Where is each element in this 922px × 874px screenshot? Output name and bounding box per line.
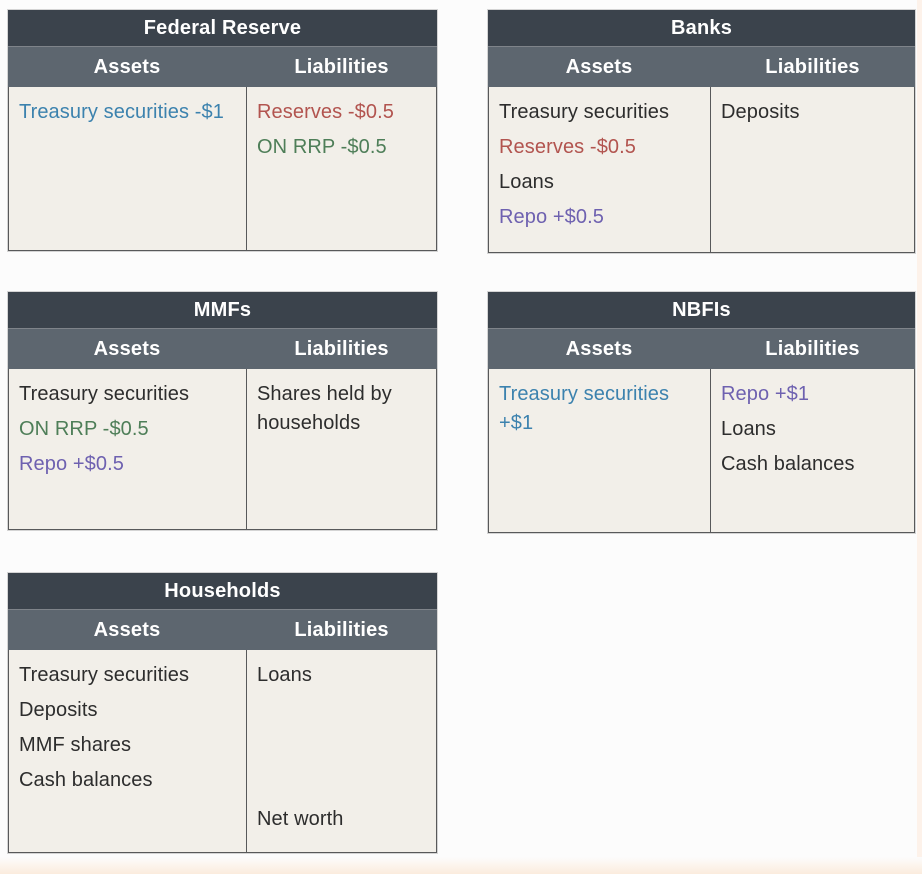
- table-title: MMFs: [8, 292, 437, 329]
- table-body: [488, 87, 915, 253]
- assets-cell: [9, 650, 246, 852]
- balance-entry: Treasury securities -$1: [19, 101, 224, 123]
- liabilities-column-header: Liabilities: [765, 55, 860, 78]
- assets-column-header: Assets: [565, 337, 633, 360]
- balance-entry: ON RRP -$0.5: [19, 418, 149, 440]
- table-body: [8, 87, 437, 251]
- table-households: [8, 573, 437, 853]
- assets-column-header: Assets: [93, 55, 161, 78]
- table-body: [488, 369, 915, 533]
- table-title: Banks: [488, 10, 915, 47]
- assets-column-header: Assets: [93, 337, 161, 360]
- balance-entry: Treasury securities: [19, 383, 190, 405]
- balance-entry: Treasury securities +$1: [499, 383, 670, 434]
- table-mmfs: [8, 292, 437, 530]
- liabilities-column-header: Liabilities: [765, 337, 860, 360]
- assets-cell: [9, 369, 246, 529]
- right-edge-strip: [917, 0, 922, 874]
- assets-column-header: Assets: [93, 618, 161, 641]
- balance-entry: Loans: [256, 664, 312, 686]
- balance-entry: ON RRP -$0.5: [256, 136, 387, 158]
- column-header-row: [8, 329, 437, 369]
- liabilities-cell: [710, 369, 914, 532]
- bottom-edge-strip: [0, 857, 922, 874]
- column-header-row: [8, 47, 437, 87]
- balance-entry: MMF shares: [19, 734, 132, 756]
- table-body: [8, 650, 437, 853]
- balance-entry: Deposits: [19, 699, 98, 721]
- table-title: Federal Reserve: [8, 10, 437, 47]
- balance-entry: Loans: [499, 171, 554, 193]
- liabilities-column-header: Liabilities: [294, 618, 389, 641]
- liabilities-cell: [246, 369, 436, 529]
- table-federal-reserve: [8, 10, 437, 251]
- liabilities-column-header: Liabilities: [294, 55, 389, 78]
- balance-entry: Repo +$1: [721, 383, 810, 405]
- balance-entry: Cash balances: [721, 453, 855, 475]
- assets-cell: [9, 87, 246, 250]
- balance-entry: Treasury securities: [19, 664, 190, 686]
- balance-entry: Net worth: [256, 808, 344, 830]
- table-nbfis: [488, 292, 915, 533]
- table-body: [8, 369, 437, 530]
- balance-entry: Reserves -$0.5: [256, 101, 394, 123]
- liabilities-cell: [246, 650, 436, 852]
- balance-entry: Repo +$0.5: [19, 453, 124, 475]
- balance-entry: Shares held by households: [256, 383, 392, 434]
- balance-entry: Repo +$0.5: [499, 206, 604, 228]
- assets-cell: [489, 87, 710, 252]
- balance-entry: Deposits: [721, 101, 800, 123]
- assets-column-header: Assets: [565, 55, 633, 78]
- liabilities-cell: [710, 87, 914, 252]
- liabilities-cell: [246, 87, 436, 250]
- table-banks: [488, 10, 915, 253]
- balance-entry: Loans: [721, 418, 776, 440]
- balance-entry: Cash balances: [19, 769, 153, 791]
- assets-cell: [489, 369, 710, 532]
- column-header-row: [488, 329, 915, 369]
- balance-entry: Treasury securities: [499, 101, 670, 123]
- column-header-row: [488, 47, 915, 87]
- column-header-row: [8, 610, 437, 650]
- balance-entry: Reserves -$0.5: [499, 136, 637, 158]
- table-title: Households: [8, 573, 437, 610]
- table-title: NBFIs: [488, 292, 915, 329]
- liabilities-column-header: Liabilities: [294, 337, 389, 360]
